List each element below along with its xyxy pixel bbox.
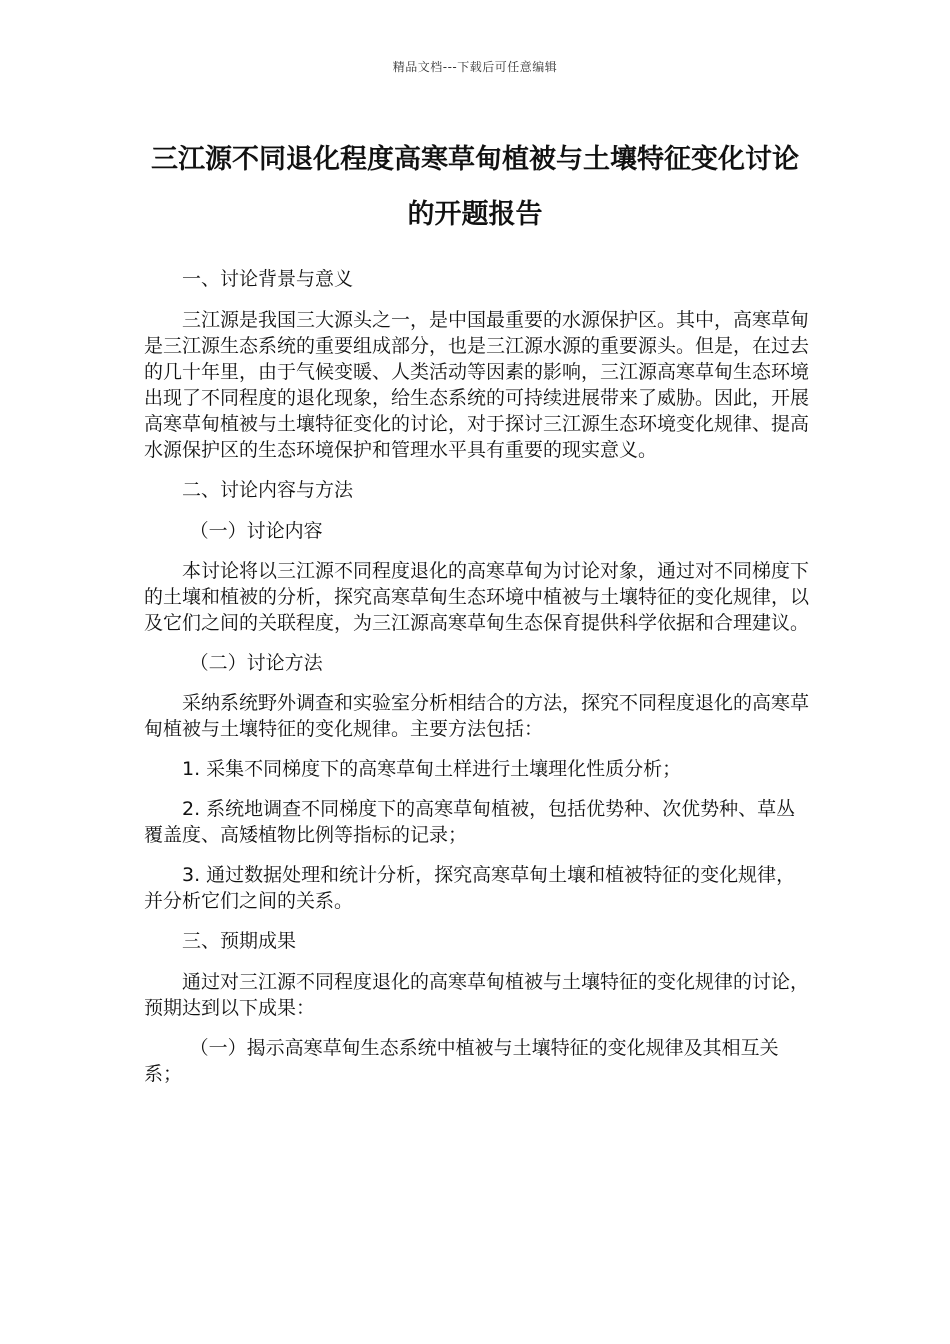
- method-item-1: 1. 采集不同梯度下的高寒草甸土样进行土壤理化性质分析；: [182, 758, 682, 780]
- section-heading-background: 一、讨论背景与意义: [182, 268, 354, 290]
- method-item-2: 2. 系统地调查不同梯度下的高寒草甸植被，包括优势种、次优势种、草丛覆盖度、高矮植物比例等指标的记录；: [144, 798, 796, 846]
- method-item-3: 3. 通过数据处理和统计分析，探究高寒草甸土壤和植被特征的变化规律，并分析它们之间的关系。: [144, 864, 796, 912]
- paragraph-content: 本讨论将以三江源不同程度退化的高寒草甸为讨论对象，通过对不同梯度下的土壤和植被的分析，探究高寒草甸生态环境中植被与土壤特征的变化规律，以及它们之间的关联程度，为三江源高寒草甸生态保育提供科学依据和合理建议。: [144, 560, 810, 634]
- paragraph-background: 三江源是我国三大源头之一，是中国最重要的水源保护区。其中，高寒草甸是三江源生态系统的重要组成部分，也是三江源水源的重要源头。但是，在过去的几十年里，由于气候变暖、人类活动等因素的影响，三江源高寒草甸生态环境出现了不同程度的退化现象，给生态系统的可持续进展带来了威胁。因此，开展高寒草甸植被与土壤特征变化的讨论，对于探讨三江源生态环境变化规律、提高水源保护区的生态环境保护和管理水平具有重要的现实意义。: [144, 309, 810, 461]
- paragraph-method: 采纳系统野外调查和实验室分析相结合的方法，探究不同程度退化的高寒草甸植被与土壤特征的变化规律。主要方法包括：: [144, 692, 810, 740]
- document-body: [144, 266, 814, 1101]
- section-heading-outcomes: 三、预期成果: [182, 930, 297, 952]
- subheading-content: （一）讨论内容: [189, 520, 323, 542]
- outcome-item-1: （一）揭示高寒草甸生态系统中植被与土壤特征的变化规律及其相互关系；: [144, 1037, 779, 1085]
- header-note: 精品文档---下载后可任意编辑: [392, 60, 558, 74]
- document-title: 三江源不同退化程度高寒草甸植被与土壤特征变化讨论的开题报告: [151, 144, 799, 230]
- paragraph-outcomes: 通过对三江源不同程度退化的高寒草甸植被与土壤特征的变化规律的讨论，预期达到以下成果：: [144, 971, 810, 1019]
- section-heading-content-method: 二、讨论内容与方法: [182, 479, 354, 501]
- subheading-method: （二）讨论方法: [189, 652, 323, 674]
